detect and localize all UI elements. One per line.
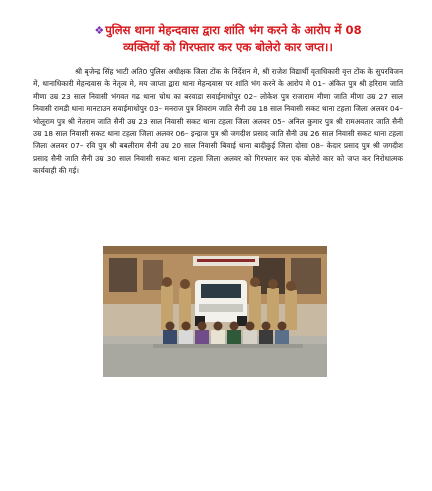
document-body-paragraph [33,66,403,178]
title-line-1 [48,22,408,39]
police-station-photo-illustration [103,246,327,377]
title-line-2: व्यक्तियों को गिरफ्तार कर एक बोलेरो कार जप्त।। [123,40,333,54]
document-title [48,22,408,55]
diamond-bullet-icon: ❖ [94,24,105,37]
title-line-1-text: पुलिस थाना मेहन्दवास द्वारा शांति भंग करने के आरोप में 08 [105,23,362,37]
body-text: श्री बृजेन्द्र सिंह भाटी अति0 पुलिस अधीक्षक जिला टोंक के निर्देशन मे, श्री राजेश विद्यार्थी वृताधिकारी वृत्त टोंक के सुपरविजन में, थानाधिकारी मेहन्दवास के नेतृत्व मे, मय जाप्ता द्वारा थाना मेहन्दवास पर शांति भंग करने के आरोप मे 01– अंकित पुत्र श्री हरिराम जाति मीणा उम्र 23 साल निवासी भंगवत गढ थाना चोथ का बरवाडा सवाईमाधोपुर 02– लोकेश पुत्र राजाराम मीणा जाति मीणा उम्र 27 साल निवासी रामडी थाना मानटाउन सवाईमाधोपुर 03– मनराज पुत्र शिवराम जाति सैनी उम्र 18 साल निवासी सकट थाना टहला जिला अलवर 04– भोलूराम पुत्र श्री नेतराम जाति सैनी उम्र 23 साल निवासी सकट थाना टहला जिला अलवर 05– अनिल कुमार पुत्र श्री रामअवतार जाति सैनी उम्र 18 साल निवासी सकट थाना टहला जिला अलवर 06– इन्द्राज पुत्र श्री जगदीश प्रसाद जाति सैनी उम्र 26 साल निवासी सकट थाना टहला जिला अलवर 07– रवि पुत्र श्री बबलीराम सैनी उम्र 20 साल निवासी बिवाई थाना बादीकुई जिला दोसा 08– केदार प्रसाद पुत्र श्री जगदीश प्रसाद सैनी जाति सैनी उम्र 30 साल निवासी सकट थाना टहला जिला अलवर को गिरफ्तार कर एक बोलेरो कार को जप्त कर निरोधात्मक कार्यवाही की गई। [33,67,403,176]
arrested-persons-photo [103,246,327,377]
